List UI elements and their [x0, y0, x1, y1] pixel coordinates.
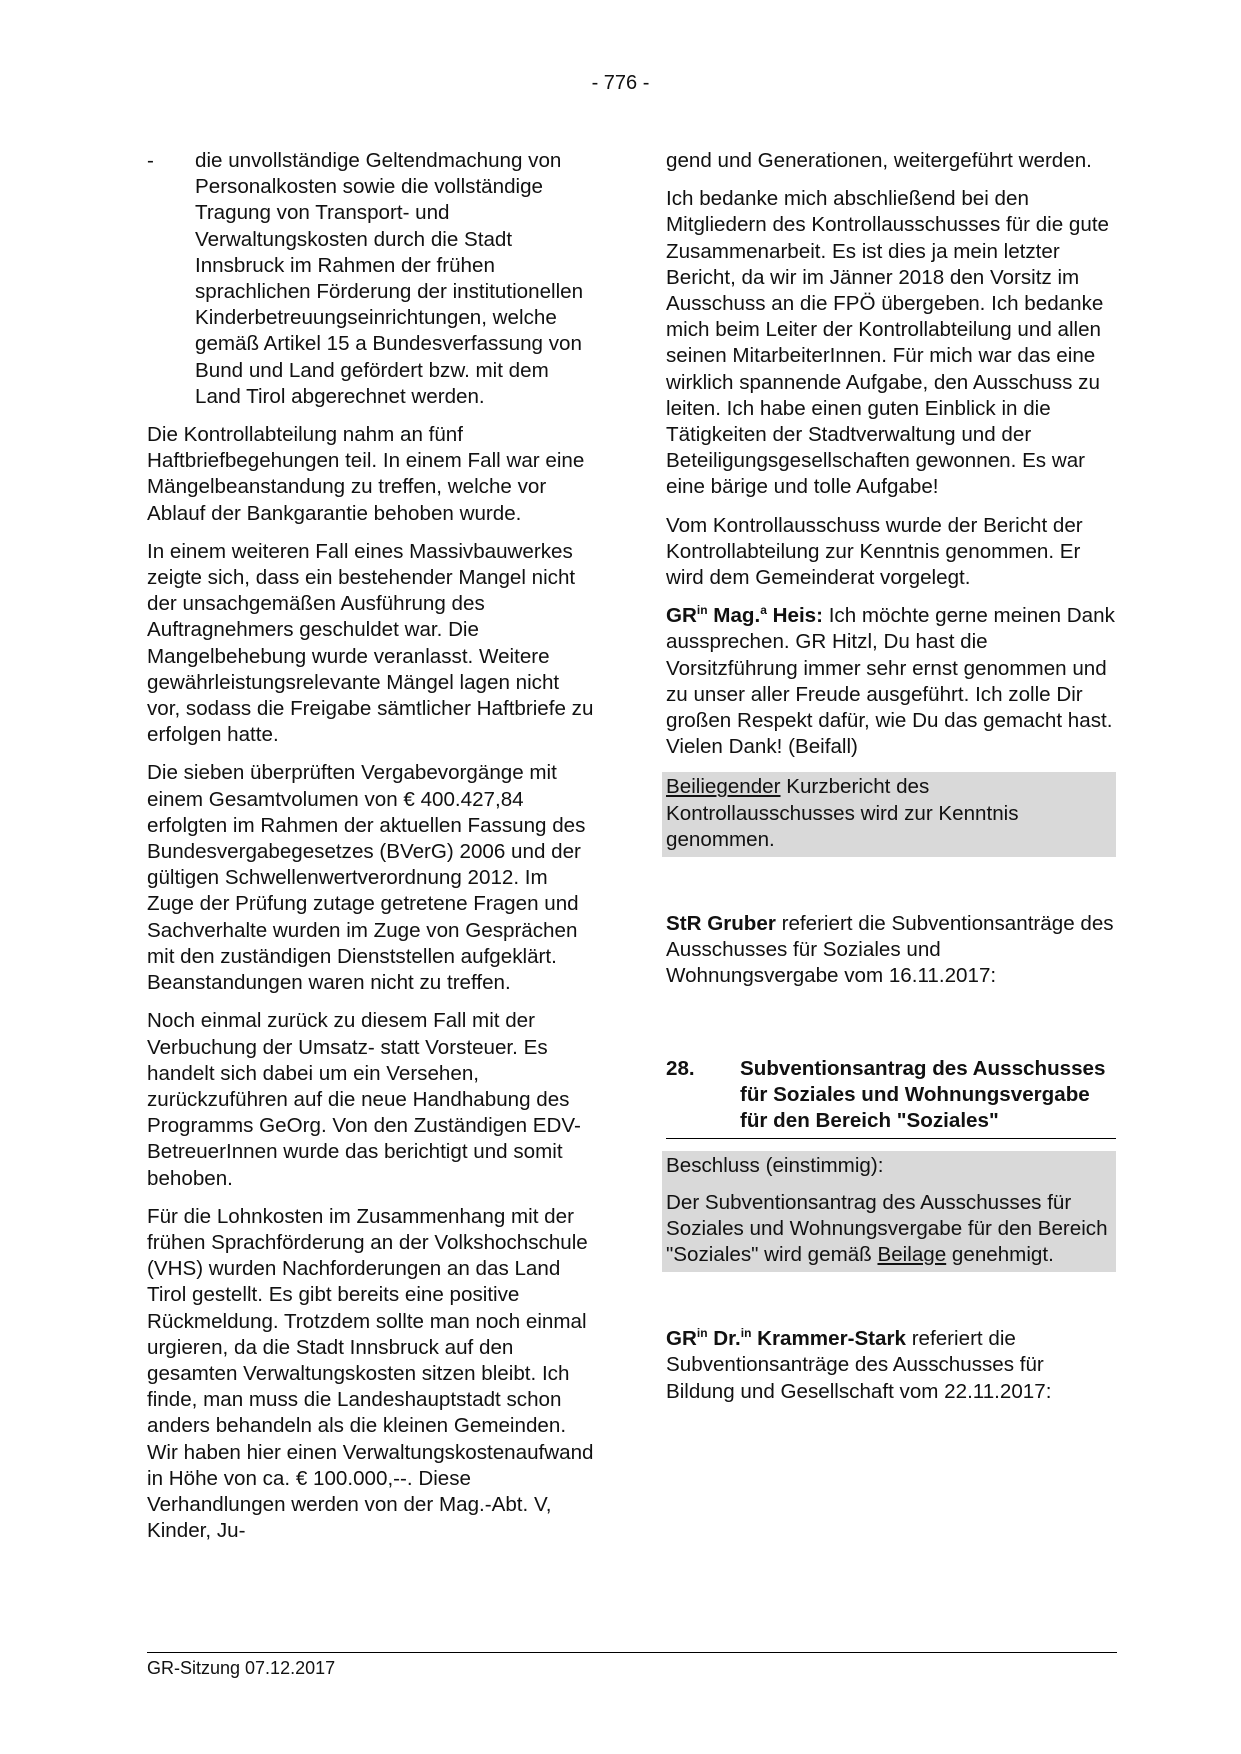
- paragraph-continuation: gend und Generationen, weitergeführt werden.: [666, 149, 1092, 172]
- footer-divider: [147, 1652, 1117, 1653]
- page-number: - 776 -: [591, 72, 650, 94]
- paragraph-dank: Ich bedanke mich abschließend bei den Mitgliedern des Kontrollausschusses für die gute Zusammenarbeit. Es ist dies ja mein letzter Bericht, da wir im Jänner 2018 den Vorsitz im Ausschuss an die FPÖ übergeben. Ich bedanke mich beim Leiter der Kontrollabteilung und allen seinen MitarbeiterInnen. Für mich war das eine wirklich spannende Aufgabe, den Ausschuss zu leiten. Ich habe einen guten Einblick in die Tätigkeiten der Stadtverwaltung und der Beteiligungsgesellschaften gewonnen. Es war eine bärige und tolle Aufgabe!: [666, 187, 1110, 499]
- speech-gruber-text: referiert die Subventionsanträge des Ausschusses für Soziales und Wohnungsvergabe vom 16.11.2017:: [666, 912, 1114, 988]
- beschluss-label: Beschluss (einstimmig):: [666, 1154, 884, 1178]
- right-column: [666, 148, 1116, 1417]
- speech-krammer-text: referiert die Subventionsanträge des Ausschusses für Bildung und Gesellschaft vom 22.11.2017:: [666, 1327, 1052, 1403]
- agenda-item-number: 28.: [666, 1056, 695, 1080]
- bullet-item: [147, 148, 597, 410]
- beilage-link[interactable]: Beilage: [877, 1242, 947, 1266]
- paragraph-umsatzsteuer: Noch einmal zurück zu diesem Fall mit der Verbuchung der Umsatz- statt Vorsteuer. Es handelt sich dabei um ein Versehen, zurückzuführen auf die neue Handhabung des Programms GeOrg. Von den Zuständigen EDV-BetreuerInnen wurde das berichtigt und somit behoben.: [147, 1009, 581, 1190]
- paragraph-vergabe: Die sieben überprüften Vergabevorgänge mit einem Gesamtvolumen von € 400.427,84 erfolgten im Rahmen der aktuellen Fassung des Bundesvergabegesetzes (BVerG) 2006 und der gültigen Schwellenwertverordnung 2012. Im Zuge der Prüfung zutage getretene Fragen und Sachverhalte wurden im Zuge von Gesprächen mit den zuständigen Dienststellen aufgeklärt. Beanstandungen waren nicht zu treffen.: [147, 761, 586, 995]
- resolution-box-beschluss: [662, 1151, 1116, 1272]
- speaker-gruber: StR Gruber: [666, 912, 776, 936]
- beschluss-text-end: genehmigt.: [946, 1242, 1054, 1266]
- agenda-item-title: Subventionsantrag des Ausschusses für Soziales und Wohnungsvergabe für den Bereich "Soziales": [740, 1056, 1106, 1133]
- footer-text: GR-Sitzung 07.12.2017: [147, 1658, 336, 1678]
- resolution-box-kurzbericht: [662, 772, 1116, 857]
- speaker-krammer-stark: $GR^{in}$ Dr.$^{in}$ Krammer-Stark: [666, 1326, 906, 1351]
- speech-krammer-stark: [666, 1326, 1116, 1405]
- left-column: [147, 148, 597, 1556]
- paragraph-kenntnis: Vom Kontrollausschuss wurde der Bericht der Kontrollabteilung zur Kenntnis genommen. Er wird dem Gemeinderat vorgelegt.: [666, 513, 1083, 590]
- beschluss-text: Der Subventionsantrag des Ausschusses für Soziales und Wohnungsvergabe für den Bereich "Soziales" wird gemäß: [666, 1190, 1108, 1266]
- bullet-dash: -: [147, 149, 154, 172]
- paragraph-massivbauwerk: In einem weiteren Fall eines Massivbauwerkes zeigte sich, dass ein bestehender Mangel nicht der unsachgemäßen Ausführung des Auftragnehmers geschuldet war. Die Mangelbehebung wurde veranlasst. Weitere gewährleistungsrelevante Mängel lagen nicht vor, sodass die Freigabe sämtlicher Haftbriefe zu erfolgen hatte.: [147, 539, 594, 747]
- speaker-heis: $GR^{in}$ Mag.$^a$ Heis:: [666, 603, 823, 628]
- speech-heis: [666, 603, 1116, 760]
- beiliegender-link[interactable]: Beiliegender: [666, 775, 781, 799]
- kurzbericht-text: Kurzbericht des Kontrollausschusses wird zur Kenntnis genommen.: [666, 775, 1019, 851]
- bullet-text: die unvollständige Geltendmachung von Personalkosten sowie die vollständige Tragung von Transport- und Verwaltungskosten durch die Stadt Innsbruck im Rahmen der frühen sprachlichen Förderung der institutionellen Kinderbetreuungseinrichtungen, welche gemäß Artikel 15 a Bundesverfassung von Bund und Land gefördert bzw. mit dem Land Tirol abgerechnet werden.: [195, 149, 584, 408]
- speech-heis-text: Ich möchte gerne meinen Dank aussprechen. GR Hitzl, Du hast die Vorsitzführung immer sehr ernst genommen und zu unser aller Freude ausgeführt. Ich zolle Dir großen Respekt dafür, wie Du das gemacht hast. Vielen Dank! (Beifall): [666, 604, 1115, 759]
- paragraph-haftbriefe: Die Kontrollabteilung nahm an fünf Haftbriefbegehungen teil. In einem Fall war eine Mängelbeanstandung zu treffen, welche vor Ablauf der Bankgarantie behoben wurde.: [147, 423, 585, 525]
- speech-gruber: [666, 911, 1116, 990]
- agenda-item-28: [666, 1056, 1116, 1140]
- paragraph-lohnkosten: Für die Lohnkosten im Zusammenhang mit der frühen Sprachförderung an der Volkshochschule (VHS) wurden Nachforderungen an das Land Tirol gestellt. Es gibt bereits eine positive Rückmeldung. Trotzdem sollte man noch einmal urgieren, da die Stadt Innsbruck auf den gesamten Verwaltungskosten sitzen bleibt. Ich finde, man muss die Landeshauptstadt schon anders behandeln als die kleinen Gemeinden. Wir haben hier einen Verwaltungskostenaufwand in Höhe von ca. € 100.000,--. Diese Verhandlungen werden von der Mag.-Abt. V, Kinder, Ju-: [147, 1204, 594, 1543]
